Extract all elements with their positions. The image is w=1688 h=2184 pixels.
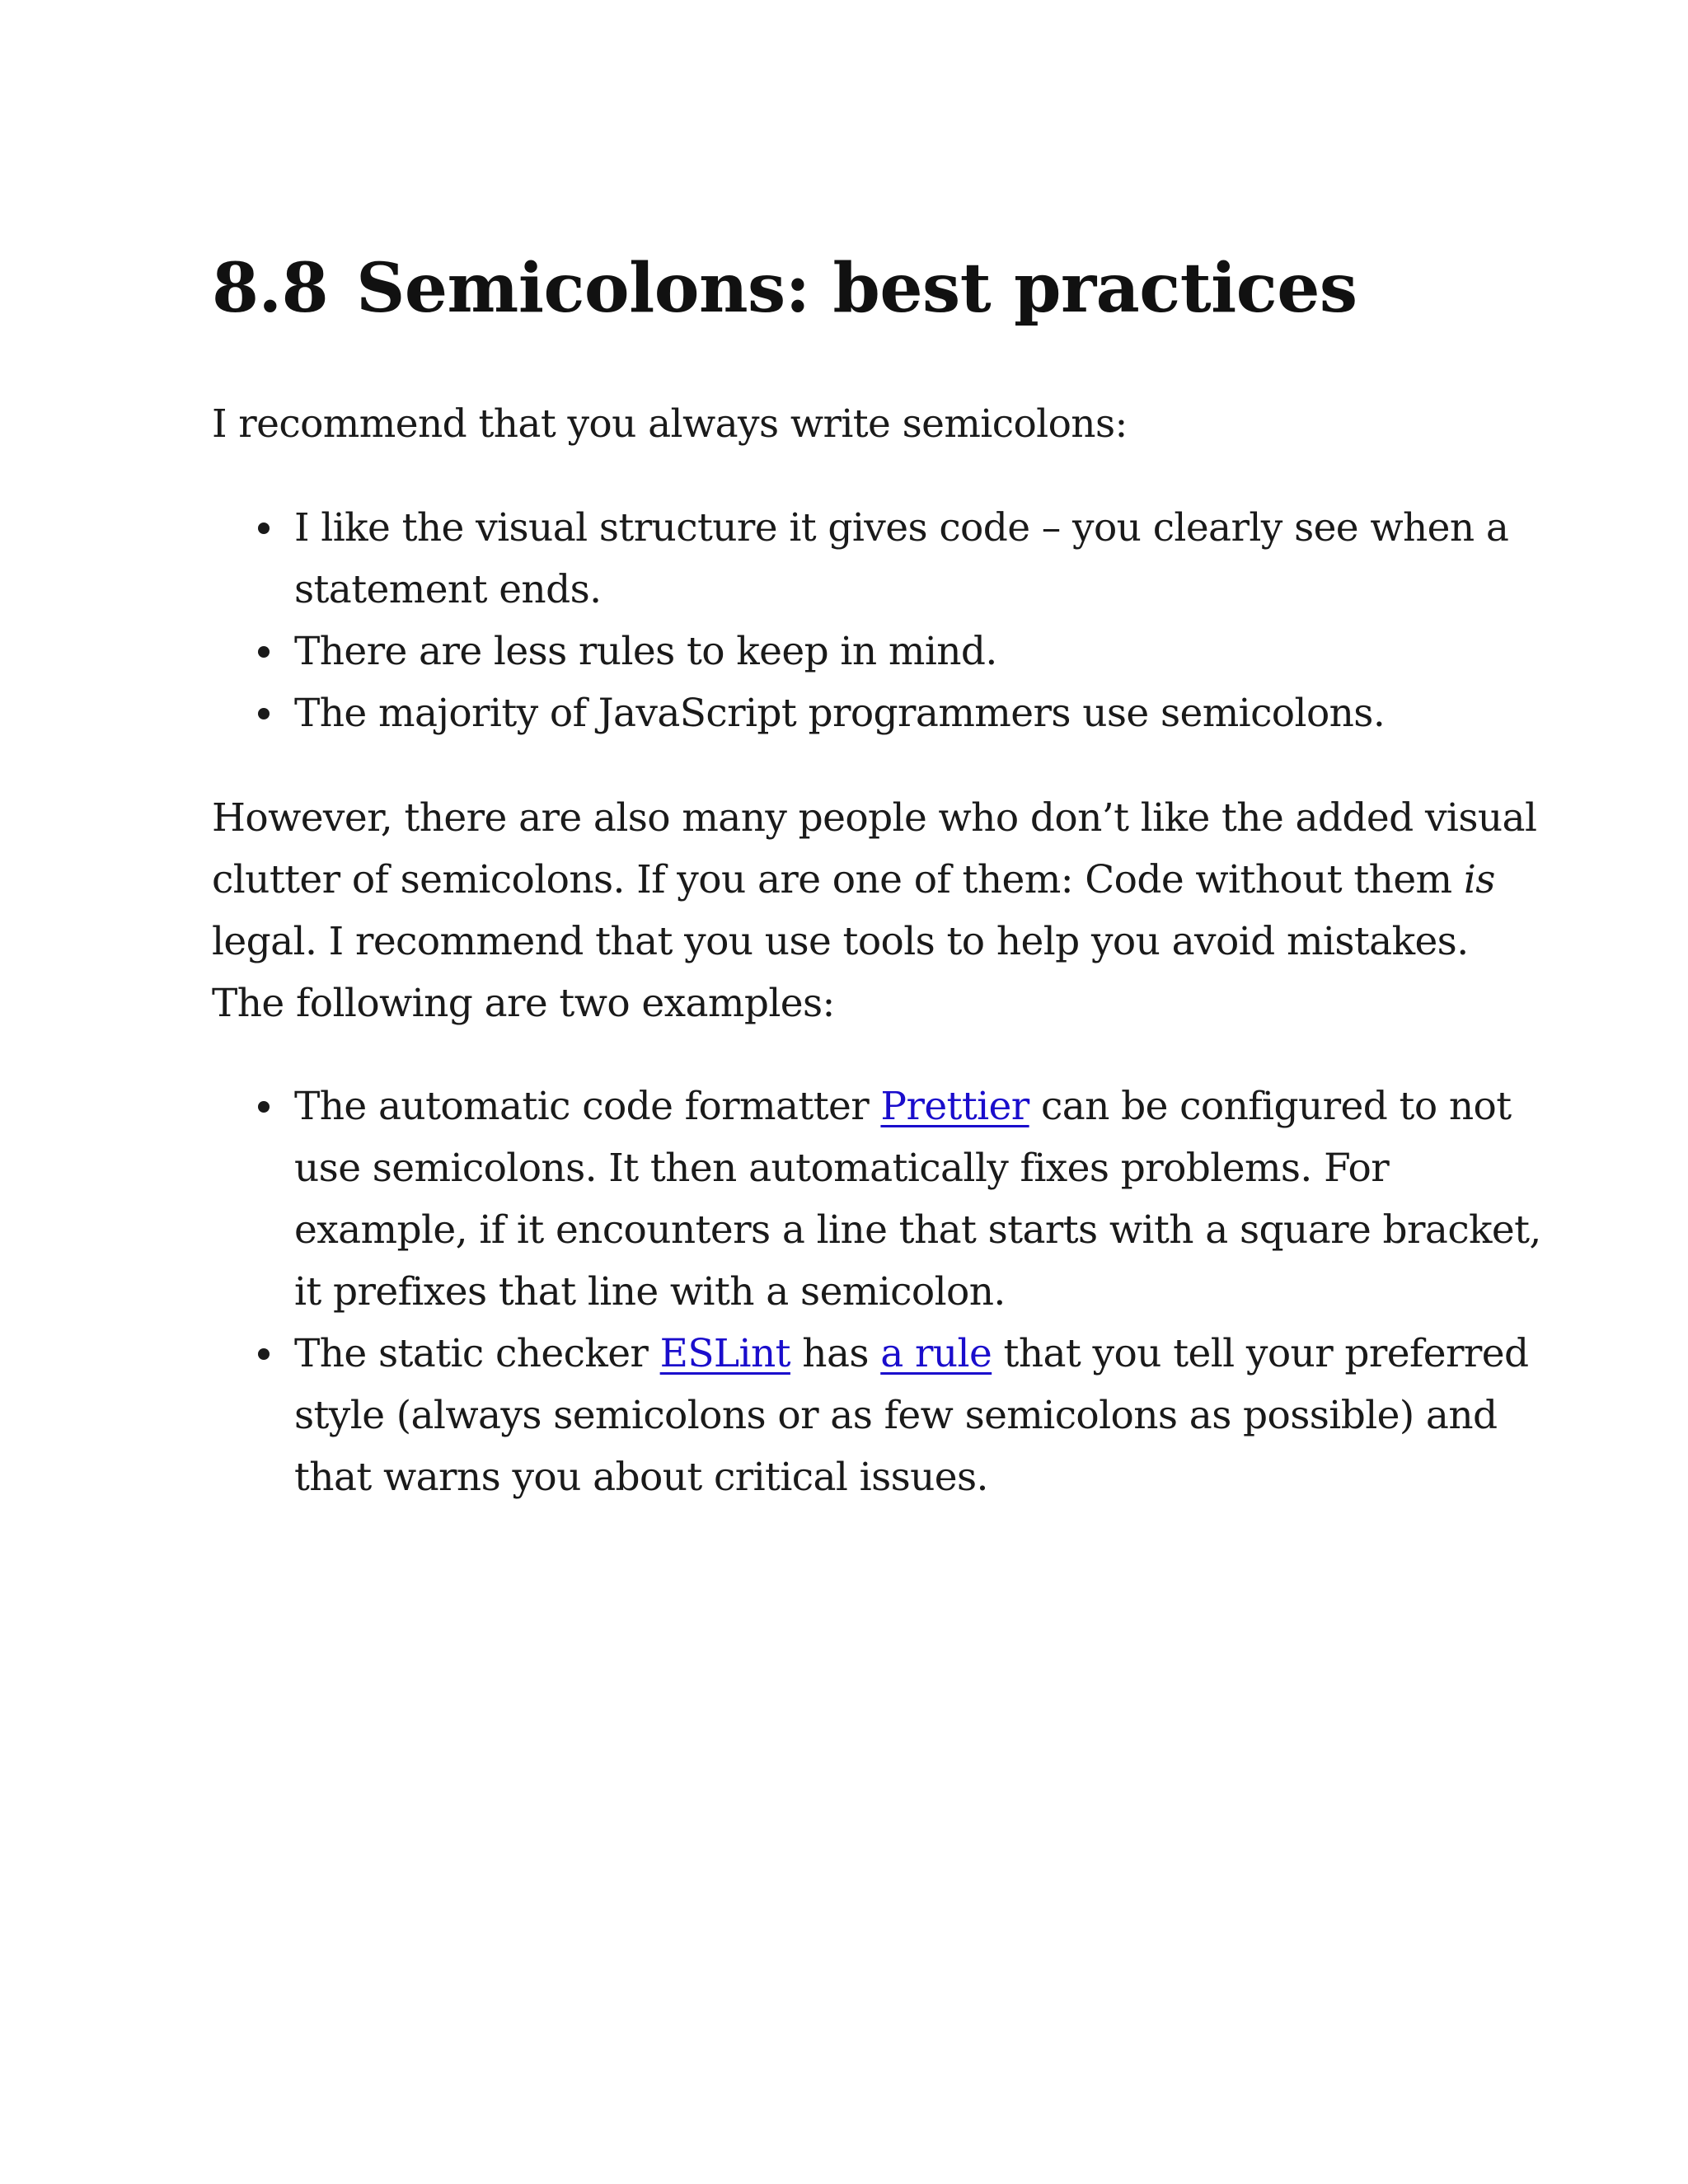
list-item: I like the visual structure it gives code – you clearly see when a statement ends. — [212, 497, 1508, 621]
bullet-icon — [258, 1101, 270, 1113]
list-item-eslint: The static checker ESLint has a rule that you tell your preferred style (always semicolons or as few semicolons as possible) and that warns you about critical issues. — [212, 1323, 1541, 1508]
intro-paragraph: I recommend that you always write semicolons: — [212, 401, 1128, 447]
list-item: The majority of JavaScript programmers use semicolons. — [212, 682, 1508, 744]
list-item-prettier: The automatic code formatter Prettier can be configured to not use semicolons. It then automatically fixes problems. For example, if it encounters a line that starts with a square bracket, it prefixes that line with a semicolon. — [212, 1076, 1541, 1323]
bullet-icon — [258, 523, 270, 534]
prettier-link[interactable]: Prettier — [880, 1084, 1029, 1129]
bullet-icon — [258, 646, 270, 658]
eslint-rule-link[interactable]: a rule — [880, 1331, 992, 1376]
section-title: Semicolons: best practices — [356, 249, 1357, 328]
tools-list — [212, 1076, 1541, 1508]
reasons-list — [212, 497, 1508, 744]
body-paragraph: However, there are also many people who don’t like the added visual clutter of semicolons. If you are one of them: Code without them is legal. I recommend that you use tools to help you avoid mistakes. The following are two examples: — [212, 795, 1537, 1026]
eslint-link[interactable]: ESLint — [659, 1331, 790, 1376]
bullet-icon — [258, 1348, 270, 1360]
list-item: There are less rules to keep in mind. — [212, 621, 1508, 682]
emphasis: is — [1463, 857, 1495, 902]
section-number: 8.8 — [212, 249, 329, 328]
section-heading — [212, 247, 1357, 330]
bullet-icon — [258, 708, 270, 719]
